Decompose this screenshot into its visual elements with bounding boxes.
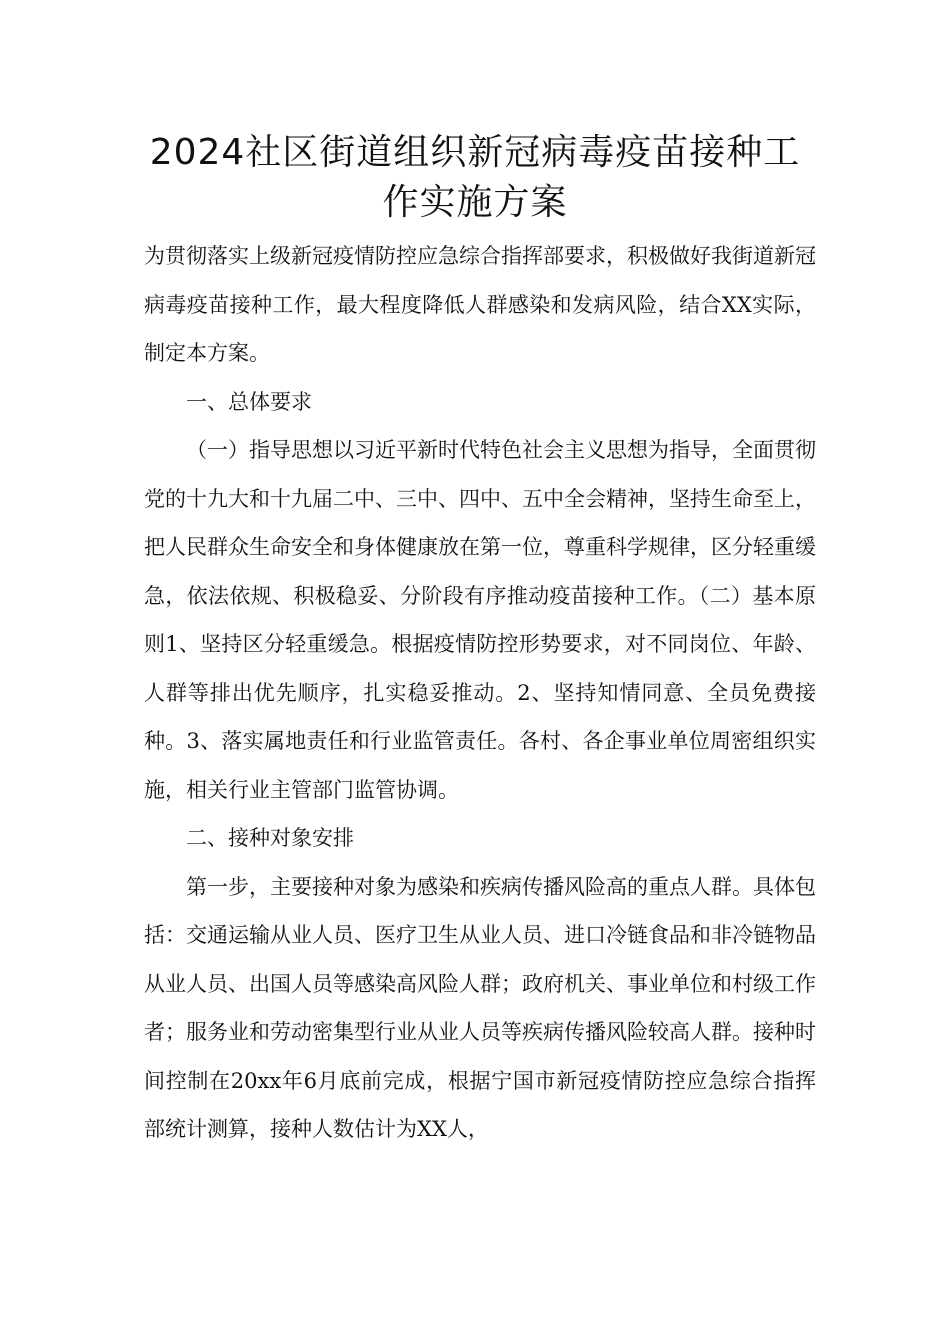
section-heading-vaccination-targets: 二、接种对象安排 [186,826,354,850]
section-heading-general-requirements: 一、总体要求 [186,389,312,414]
title-line-2: 作实施方案 [382,182,568,223]
intro-paragraph: 为贯彻落实上级新冠疫情防控应急综合指挥部要求，积极做好我街道新冠病毒疫苗接种工作，最大程度降低人群感染和发病风险，结合XX实际，制定本方案。 [144,244,816,365]
document-body [144,232,816,1154]
guiding-principles-paragraph: （一）指导思想以习近平新时代特色社会主义思想为指导，全面贯彻党的十九大和十九届二中、三中、四中、五中全会精神，坚持生命至上，把人民群众生命安全和身体健康放在第一位，尊重科学规律，区分轻重缓急，依法依规、积极稳妥、分阶段有序推动疫苗接种工作。（二）基本原则1、坚持区分轻重缓急。根据疫情防控形势要求，对不同岗位、年龄、人群等排出优先顺序，扎实稳妥推动。2、坚持知情同意、全员免费接种。3、落实属地责任和行业监管责任。各村、各企事业单位周密组织实施，相关行业主管部门监管协调。 [144,438,816,802]
document-title [120,128,830,228]
title-line-1: 2024社区街道组织新冠病毒疫苗接种工 [149,132,801,173]
first-step-paragraph: 第一步，主要接种对象为感染和疾病传播风险高的重点人群。具体包括：交通运输从业人员、医疗卫生从业人员、进口冷链食品和非冷链物品从业人员、出国人员等感染高风险人群；政府机关、事业单位和村级工作者；服务业和劳动密集型行业从业人员等疾病传播风险较高人群。接种时间控制在20xx年6月底前完成，根据宁国市新冠疫情防控应急综合指挥部统计测算，接种人数估计为XX人， [144,874,816,1141]
